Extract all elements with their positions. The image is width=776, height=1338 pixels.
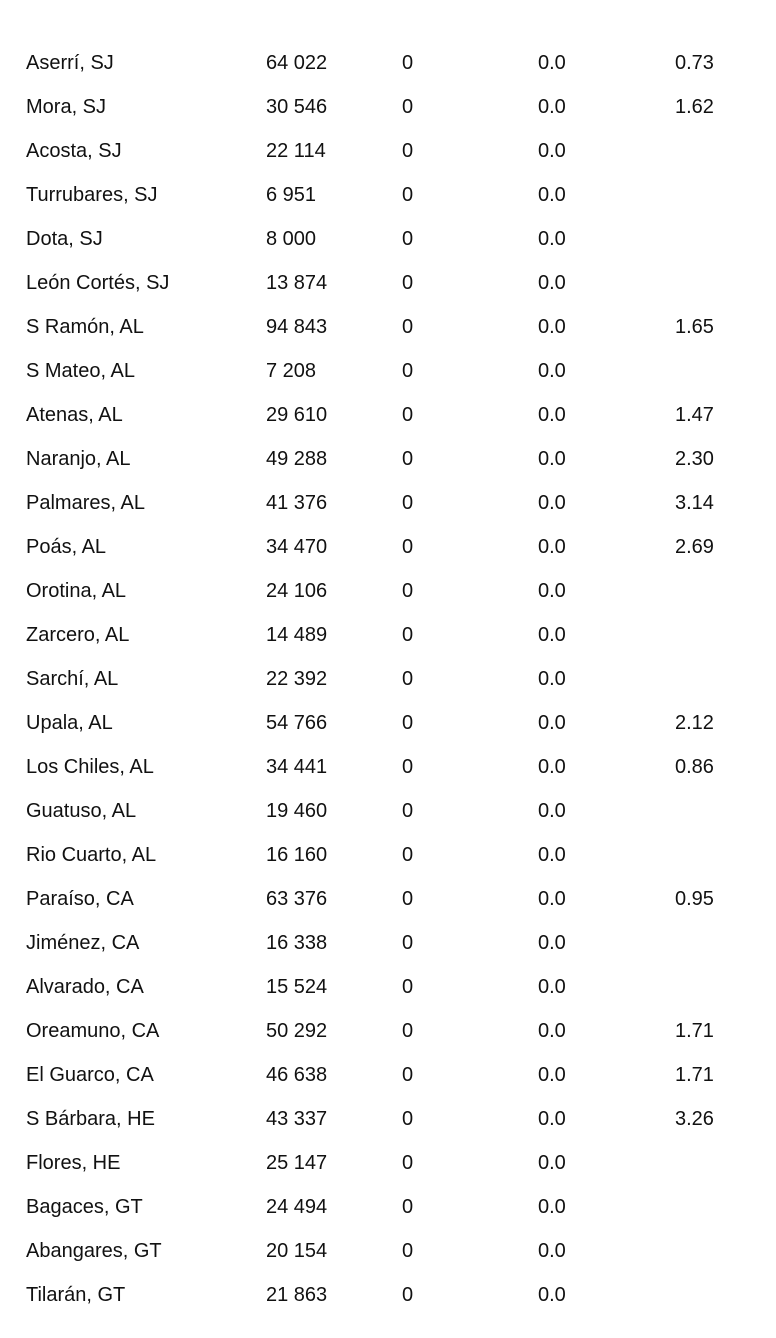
cell-population: 29 610: [266, 404, 328, 426]
cell-population: 16 160: [266, 844, 328, 866]
cell-location: S Ramón, AL: [26, 316, 144, 338]
table-row: [0, 745, 776, 789]
cell-location: Aserrí, SJ: [26, 52, 114, 74]
cell-population: 25 147: [266, 1152, 328, 1174]
cell-count: 0: [402, 976, 414, 998]
cell-value: 1.47: [675, 404, 714, 426]
table-row: [0, 1229, 776, 1273]
cell-rate: 0.0: [538, 1108, 566, 1130]
table-row: [0, 437, 776, 481]
cell-count: 0: [402, 844, 414, 866]
cell-location: S Mateo, AL: [26, 360, 135, 382]
cell-location: Rio Cuarto, AL: [26, 844, 157, 866]
cell-value: 1.71: [675, 1064, 714, 1086]
cell-location: Sarchí, AL: [26, 668, 119, 690]
cell-location: Palmares, AL: [26, 492, 145, 514]
cell-rate: 0.0: [538, 844, 566, 866]
cell-population: 21 863: [266, 1284, 328, 1306]
cell-rate: 0.0: [538, 1240, 566, 1262]
cell-location: Turrubares, SJ: [26, 184, 158, 206]
table-row: [0, 261, 776, 305]
data-table: [0, 41, 776, 1317]
cell-population: 94 843: [266, 316, 328, 338]
cell-location: León Cortés, SJ: [26, 272, 170, 294]
cell-rate: 0.0: [538, 360, 566, 382]
cell-count: 0: [402, 668, 414, 690]
cell-value: 2.69: [675, 536, 714, 558]
table-row: [0, 305, 776, 349]
cell-rate: 0.0: [538, 140, 566, 162]
cell-value: 1.62: [675, 96, 714, 118]
cell-population: 64 022: [266, 52, 328, 74]
cell-rate: 0.0: [538, 580, 566, 602]
cell-population: 6 951: [266, 184, 317, 206]
cell-rate: 0.0: [538, 492, 566, 514]
cell-population: 34 441: [266, 756, 328, 778]
cell-location: Zarcero, AL: [26, 624, 130, 646]
cell-rate: 0.0: [538, 184, 566, 206]
cell-count: 0: [402, 580, 414, 602]
cell-count: 0: [402, 140, 414, 162]
cell-rate: 0.0: [538, 712, 566, 734]
cell-population: 22 114: [266, 140, 326, 162]
cell-rate: 0.0: [538, 404, 566, 426]
table-row: [0, 1141, 776, 1185]
cell-population: 24 106: [266, 580, 328, 602]
cell-count: 0: [402, 1196, 414, 1218]
cell-population: 34 470: [266, 536, 328, 558]
cell-location: Atenas, AL: [26, 404, 123, 426]
table-row: [0, 129, 776, 173]
cell-rate: 0.0: [538, 1284, 566, 1306]
cell-location: Orotina, AL: [26, 580, 127, 602]
table-row: [0, 1273, 776, 1317]
cell-rate: 0.0: [538, 668, 566, 690]
cell-location: Tilarán, GT: [26, 1284, 126, 1306]
cell-value: 0.95: [675, 888, 714, 910]
cell-count: 0: [402, 184, 414, 206]
cell-count: 0: [402, 1240, 414, 1262]
cell-count: 0: [402, 712, 414, 734]
cell-location: Flores, HE: [26, 1152, 121, 1174]
cell-count: 0: [402, 888, 414, 910]
cell-value: 0.86: [675, 756, 714, 778]
table-row: [0, 657, 776, 701]
cell-population: 54 766: [266, 712, 328, 734]
table-row: [0, 1053, 776, 1097]
cell-location: El Guarco, CA: [26, 1064, 154, 1086]
cell-population: 24 494: [266, 1196, 328, 1218]
cell-rate: 0.0: [538, 1020, 566, 1042]
cell-population: 20 154: [266, 1240, 328, 1262]
cell-count: 0: [402, 1108, 414, 1130]
cell-count: 0: [402, 316, 414, 338]
cell-population: 7 208: [266, 360, 317, 382]
cell-location: Guatuso, AL: [26, 800, 137, 822]
cell-population: 63 376: [266, 888, 328, 910]
cell-count: 0: [402, 536, 414, 558]
cell-rate: 0.0: [538, 888, 566, 910]
table-row: [0, 173, 776, 217]
cell-count: 0: [402, 448, 414, 470]
cell-location: Dota, SJ: [26, 228, 103, 250]
cell-value: 1.71: [675, 1020, 714, 1042]
table-row: [0, 701, 776, 745]
cell-rate: 0.0: [538, 272, 566, 294]
table-row: [0, 525, 776, 569]
cell-rate: 0.0: [538, 1064, 566, 1086]
cell-count: 0: [402, 360, 414, 382]
cell-location: Abangares, GT: [26, 1240, 162, 1262]
cell-count: 0: [402, 96, 414, 118]
table-row: [0, 1009, 776, 1053]
cell-population: 41 376: [266, 492, 328, 514]
table-row: [0, 877, 776, 921]
cell-location: Poás, AL: [26, 536, 107, 558]
cell-count: 0: [402, 1064, 414, 1086]
cell-count: 0: [402, 756, 414, 778]
cell-value: 2.12: [675, 712, 714, 734]
table-row: [0, 481, 776, 525]
table-row: [0, 349, 776, 393]
cell-population: 50 292: [266, 1020, 328, 1042]
table-row: [0, 393, 776, 437]
cell-location: Acosta, SJ: [26, 140, 122, 162]
cell-count: 0: [402, 228, 414, 250]
table-row: [0, 965, 776, 1009]
table-row: [0, 1097, 776, 1141]
cell-population: 15 524: [266, 976, 328, 998]
cell-location: Los Chiles, AL: [26, 756, 154, 778]
cell-rate: 0.0: [538, 800, 566, 822]
cell-count: 0: [402, 52, 414, 74]
cell-rate: 0.0: [538, 228, 566, 250]
table-row: [0, 921, 776, 965]
cell-population: 19 460: [266, 800, 328, 822]
table-row: [0, 1185, 776, 1229]
table-row: [0, 41, 776, 85]
cell-population: 49 288: [266, 448, 328, 470]
cell-count: 0: [402, 800, 414, 822]
cell-location: S Bárbara, HE: [26, 1108, 155, 1130]
cell-location: Upala, AL: [26, 712, 113, 734]
cell-count: 0: [402, 1020, 414, 1042]
cell-rate: 0.0: [538, 1152, 566, 1174]
table-row: [0, 85, 776, 129]
cell-population: 8 000: [266, 228, 317, 250]
cell-location: Paraíso, CA: [26, 888, 134, 910]
cell-rate: 0.0: [538, 1196, 566, 1218]
cell-rate: 0.0: [538, 448, 566, 470]
cell-population: 22 392: [266, 668, 328, 690]
cell-value: 1.65: [675, 316, 714, 338]
cell-location: Bagaces, GT: [26, 1196, 143, 1218]
cell-location: Mora, SJ: [26, 96, 107, 118]
cell-rate: 0.0: [538, 52, 566, 74]
cell-count: 0: [402, 492, 414, 514]
cell-rate: 0.0: [538, 316, 566, 338]
cell-value: 3.14: [675, 492, 714, 514]
cell-population: 46 638: [266, 1064, 328, 1086]
cell-value: 0.73: [675, 52, 714, 74]
cell-population: 13 874: [266, 272, 328, 294]
table-row: [0, 217, 776, 261]
cell-population: 43 337: [266, 1108, 328, 1130]
cell-population: 14 489: [266, 624, 328, 646]
cell-count: 0: [402, 272, 414, 294]
table-row: [0, 613, 776, 657]
cell-value: 3.26: [675, 1108, 714, 1130]
cell-rate: 0.0: [538, 96, 566, 118]
cell-value: 2.30: [675, 448, 714, 470]
cell-location: Naranjo, AL: [26, 448, 131, 470]
cell-location: Alvarado, CA: [26, 976, 144, 998]
table-row: [0, 789, 776, 833]
table-row: [0, 833, 776, 877]
cell-count: 0: [402, 932, 414, 954]
cell-location: Oreamuno, CA: [26, 1020, 160, 1042]
cell-rate: 0.0: [538, 624, 566, 646]
cell-rate: 0.0: [538, 976, 566, 998]
cell-count: 0: [402, 624, 414, 646]
cell-rate: 0.0: [538, 756, 566, 778]
table-row: [0, 569, 776, 613]
cell-rate: 0.0: [538, 932, 566, 954]
cell-rate: 0.0: [538, 536, 566, 558]
cell-count: 0: [402, 404, 414, 426]
cell-count: 0: [402, 1152, 414, 1174]
cell-population: 30 546: [266, 96, 328, 118]
cell-population: 16 338: [266, 932, 328, 954]
cell-location: Jiménez, CA: [26, 932, 140, 954]
cell-count: 0: [402, 1284, 414, 1306]
